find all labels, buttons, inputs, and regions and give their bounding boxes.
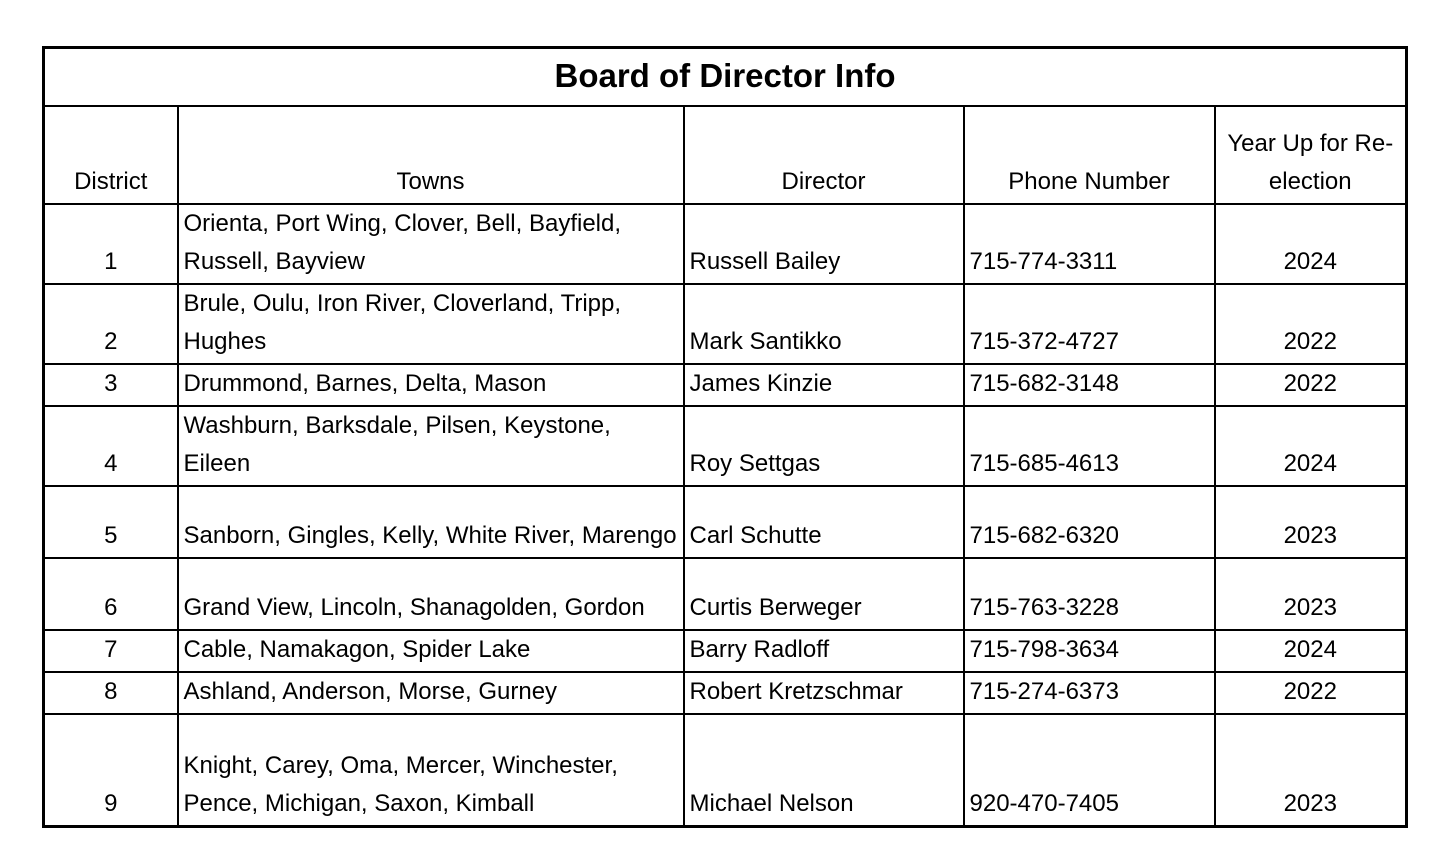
header-towns: Towns: [178, 106, 684, 204]
towns-cell: Ashland, Anderson, Morse, Gurney: [178, 672, 684, 714]
table-row: [44, 486, 1407, 558]
board-of-director-table: [42, 46, 1408, 828]
director-cell: Michael Nelson: [684, 714, 964, 826]
district-cell: 2: [44, 284, 178, 364]
towns-cell: Sanborn, Gingles, Kelly, White River, Marengo: [178, 486, 684, 558]
table-row: [44, 406, 1407, 486]
director-cell: Mark Santikko: [684, 284, 964, 364]
director-cell: Roy Settgas: [684, 406, 964, 486]
director-cell: Barry Radloff: [684, 630, 964, 672]
phone-cell: 715-682-3148: [964, 364, 1215, 406]
towns-cell: Drummond, Barnes, Delta, Mason: [178, 364, 684, 406]
table-row: [44, 672, 1407, 714]
year-cell: 2022: [1215, 672, 1407, 714]
towns-cell: Knight, Carey, Oma, Mercer, Winchester, Pence, Michigan, Saxon, Kimball: [178, 714, 684, 826]
table-row: [44, 714, 1407, 826]
header-director: Director: [684, 106, 964, 204]
district-cell: 7: [44, 630, 178, 672]
header-district: District: [44, 106, 178, 204]
towns-cell: Orienta, Port Wing, Clover, Bell, Bayfield, Russell, Bayview: [178, 204, 684, 284]
district-cell: 9: [44, 714, 178, 826]
year-cell: 2024: [1215, 406, 1407, 486]
director-cell: James Kinzie: [684, 364, 964, 406]
phone-cell: 920-470-7405: [964, 714, 1215, 826]
year-cell: 2024: [1215, 630, 1407, 672]
director-cell: Robert Kretzschmar: [684, 672, 964, 714]
table-row: [44, 558, 1407, 630]
year-cell: 2022: [1215, 364, 1407, 406]
phone-cell: 715-798-3634: [964, 630, 1215, 672]
phone-cell: 715-274-6373: [964, 672, 1215, 714]
district-cell: 3: [44, 364, 178, 406]
director-cell: Russell Bailey: [684, 204, 964, 284]
year-cell: 2024: [1215, 204, 1407, 284]
table-title: Board of Director Info: [44, 48, 1407, 107]
towns-cell: Brule, Oulu, Iron River, Cloverland, Tripp, Hughes: [178, 284, 684, 364]
year-cell: 2023: [1215, 714, 1407, 826]
district-cell: 6: [44, 558, 178, 630]
table-row: [44, 284, 1407, 364]
phone-cell: 715-685-4613: [964, 406, 1215, 486]
table-row: [44, 364, 1407, 406]
director-cell: Carl Schutte: [684, 486, 964, 558]
district-cell: 5: [44, 486, 178, 558]
towns-cell: Cable, Namakagon, Spider Lake: [178, 630, 684, 672]
district-cell: 1: [44, 204, 178, 284]
header-phone-number: Phone Number: [964, 106, 1215, 204]
district-cell: 8: [44, 672, 178, 714]
towns-cell: Grand View, Lincoln, Shanagolden, Gordon: [178, 558, 684, 630]
phone-cell: 715-682-6320: [964, 486, 1215, 558]
year-cell: 2022: [1215, 284, 1407, 364]
table-row: [44, 204, 1407, 284]
year-cell: 2023: [1215, 558, 1407, 630]
phone-cell: 715-774-3311: [964, 204, 1215, 284]
director-cell: Curtis Berweger: [684, 558, 964, 630]
header-year-up-for-reelection: Year Up for Re-election: [1215, 106, 1407, 204]
phone-cell: 715-763-3228: [964, 558, 1215, 630]
table-row: [44, 630, 1407, 672]
year-cell: 2023: [1215, 486, 1407, 558]
towns-cell: Washburn, Barksdale, Pilsen, Keystone, Eileen: [178, 406, 684, 486]
phone-cell: 715-372-4727: [964, 284, 1215, 364]
district-cell: 4: [44, 406, 178, 486]
